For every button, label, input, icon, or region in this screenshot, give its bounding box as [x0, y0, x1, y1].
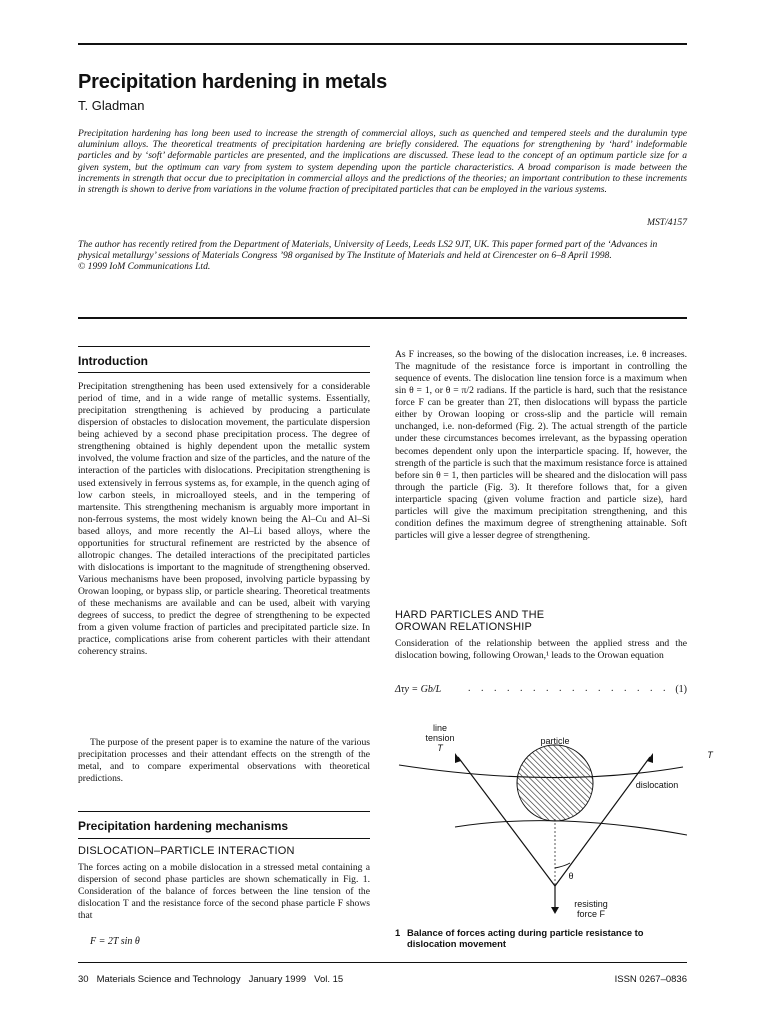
- subheading-line-2: OROWAN RELATIONSHIP: [395, 621, 533, 633]
- article-title: Precipitation hardening in metals: [78, 71, 388, 93]
- abstract: Precipitation hardening has long been used to increase the strength of commercial alloys, such as quenched and tempered steels and the duralumin type aluminium alloys. The theoretical treatments of precipitation hardening are briefly considered. The equations for strengthening by ‘hard’ indeformable particles and by ‘soft’ deformable particles are presented, and the implications are discussed. These lead to the concept of an optimum particle size for a given system, but the optimum can vary from system to system depending upon the particle characteristics. A broad comparison is made between the increments in strength that occur due to precipitation in commercial alloys and the predictions of the theories; an important contribution to these increments in strength is shown to derive from variations in the volume fraction of precipitated particles that can be employed in the various systems.: [78, 128, 687, 196]
- section-rule: [78, 811, 370, 812]
- affiliation-text: The author has recently retired from the Department of Materials, University of Leeds, Leeds LS2 9JT, UK. This paper formed part of the ‘Advances in physical metallurgy’ sessions of Materials Congress ’98 organised by The Institute of Materials and held at Cirencester on 6–8 April 1998.: [78, 239, 658, 262]
- dislocation-line-upper: [455, 821, 687, 835]
- introduction-paragraph-2: The purpose of the present paper is to examine the nature of the various precipitation processes and their attendant effects on the strength of the metal, and to compare experimental observations with theoretical predictions.: [78, 737, 370, 785]
- equation-orowan: Δτy = Gb/L: [395, 684, 442, 695]
- particle-circle: [517, 745, 593, 821]
- label-particle: particle: [540, 736, 570, 746]
- equation-number: (1): [675, 684, 687, 695]
- article-page: [78, 0, 713, 1024]
- section-rule: [78, 838, 370, 839]
- label-resisting-force: resisting force F: [574, 899, 608, 919]
- header-bottom-rule: [78, 317, 687, 319]
- caption-text-1: Balance of forces acting during particle resistance to: [407, 927, 644, 938]
- affiliation-note: [78, 239, 687, 273]
- journal-name: Materials Science and Technology: [96, 974, 241, 985]
- caption-number: 1: [395, 927, 401, 938]
- figure-1-diagram: [395, 723, 687, 923]
- label-dislocation: dislocation: [635, 780, 679, 790]
- copyright-line: © 1999 IoM Communications Ltd.: [78, 261, 211, 273]
- label-tension-right: T: [707, 750, 713, 760]
- introduction-paragraph-1: Precipitation strengthening has been used extensively for a considerable period of time, and in a wide range of metallic systems. Essentially, precipitation strengthening is achieved by producing a particulate dispersion of obstacles to dislocation movement, the particulate dispersion being achieved by a second phase precipitation process. The degree of strengthening obtained is highly dependent upon the metallic system involved, the volume fraction and size of the particles, and the nature of the interaction of the particles with dislocations. Precipitation strengthening is used extensively in ferrous systems as, for example, in the quench aging of low carbon steels, in microalloyed steels, and in the tempering of martensite. This strengthening mechanism is arguably more important in non-ferrous systems, the most widely known being the Al–Cu and Al–Si based alloys, and more recently the Al–Li based alloys, where the opportunities for structural refinement are restricted by the absence of allotropic changes. The detailed interactions of the precipitated particles with dislocations is important to the magnitude of strengthening observed. Various mechanisms have been proposed, involving particle bypassing by Orowan looping, or bypass slip, or particle shearing. Theoretical treatments of these mechanisms are available and can be used, albeit with varying degrees of success, to predict the degree of strengthening to be expected from a given volume fraction of particles and precipitated particle size. In practice, complications arise from coherent particles with their attendant coherency strains.: [78, 381, 370, 658]
- subheading-hard-particles: [395, 609, 687, 633]
- mechanisms-paragraph-1: The forces acting on a mobile dislocation in a stressed metal containing a dispersion of second phase particles are shown schematically in Fig. 1. Consideration of the balance of forces between the line tension of the dislocation T and the resistance force of the second phase particle F shows that: [78, 862, 370, 922]
- theta-angle-arc: [555, 863, 570, 868]
- section-rule: [78, 372, 370, 373]
- abstract-code: MST/4157: [647, 217, 687, 228]
- footer-rule: [78, 962, 687, 963]
- section-rule: [78, 346, 370, 347]
- author-name: T. Gladman: [78, 98, 145, 113]
- footer-left: [78, 974, 343, 985]
- issue-date: January 1999: [248, 974, 307, 985]
- figure-1: [395, 723, 713, 923]
- subheading-line-1: HARD PARTICLES AND THE: [395, 609, 545, 621]
- figure-1-caption: [395, 928, 687, 949]
- page-number: 30: [78, 974, 89, 985]
- equation-force-balance: F = 2T sin θ: [90, 936, 140, 947]
- top-rule: [78, 43, 687, 45]
- caption-text-2: dislocation movement: [407, 937, 506, 949]
- subheading-dislocation-particle: DISLOCATION–PARTICLE INTERACTION: [78, 845, 295, 857]
- volume: Vol. 15: [314, 974, 344, 985]
- tension-arrow-left: [455, 753, 461, 763]
- equation-leader-dots: . . . . . . . . . . . . . . . .: [468, 683, 670, 694]
- right-paragraph-2: Consideration of the relationship between the applied stress and the dislocation bowing, following Orowan,¹ leads to the Orowan equation: [395, 638, 687, 662]
- tension-arrow-right: [647, 753, 653, 763]
- section-heading-mechanisms: Precipitation hardening mechanisms: [78, 819, 289, 833]
- section-heading-introduction: Introduction: [78, 354, 148, 368]
- issn: ISSN 0267–0836: [614, 974, 687, 985]
- label-line-tension: line tension T: [425, 723, 455, 753]
- label-theta: θ: [568, 871, 574, 881]
- right-paragraph-1: As F increases, so the bowing of the dislocation increases, i.e. θ increases. The magnitude of the resistance force is important in controlling the sequence of events. The dislocation line tension force is a maximum when sin θ = 1, or θ = π/2 radians. If the particle is hard, such that the resistance force F can be greater than 2T, then dislocations will bypass the particle either by Orowan looping or cross-slip and the particle will remain unchanged, i.e. non-deformed (Fig. 2). The actual strength of the particle under these circumstances becomes irrelevant, as the bypassing operation becomes dependent only upon the interparticle spacing. If, however, the strength of the particle is such that the maximum resistance force is attained before sin θ = 1, then particles will be sheared and the dislocation will pass through the particle (Fig. 3). It therefore follows that, for a given interparticle spacing (given volume fraction and particle size), hard particles will give the maximum precipitation strengthening, and this condition defines the maximum degree of strengthening attainable. Soft particles will give a lesser degree of strengthening.: [395, 349, 687, 541]
